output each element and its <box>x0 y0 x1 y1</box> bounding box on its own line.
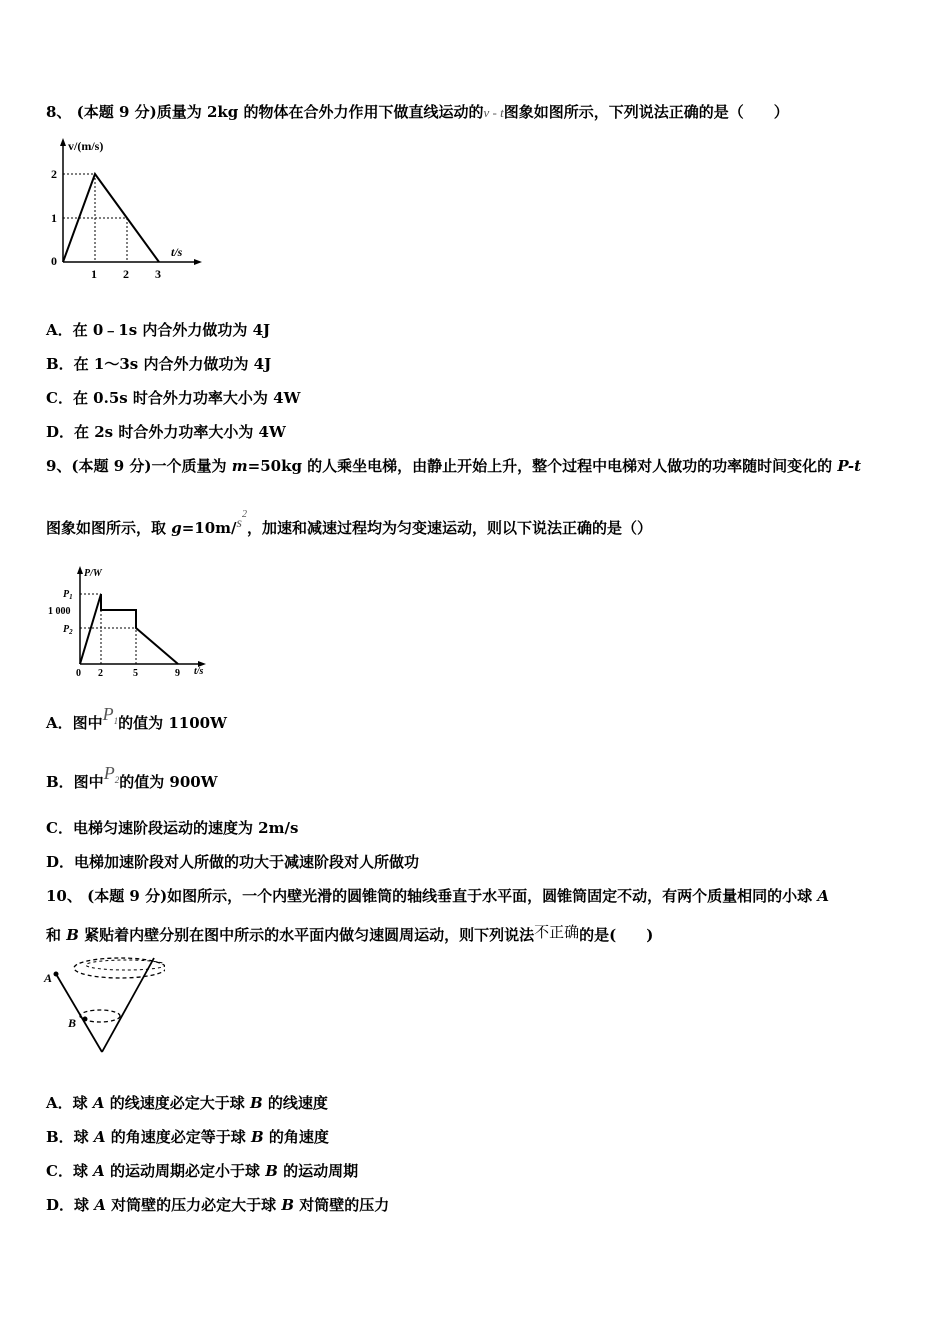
q8-stem-text: 8、 (本题 9 分)质量为 2kg 的物体在合外力作用下做直线运动的 <box>46 103 484 121</box>
q10-opt-c-A: A <box>93 1162 105 1180</box>
q9-text-c: 图象如图所示，取 <box>46 519 172 537</box>
pt-p2-letter: P <box>63 624 70 635</box>
pt-xtick-9: 9 <box>175 668 180 679</box>
vt-ylabel: v/(m/s) <box>68 139 104 153</box>
cone-figure <box>40 952 165 1060</box>
q10-stem-line2 <box>46 925 653 945</box>
q10-not-correct: 不正确 <box>534 923 580 941</box>
q10-opt-b-1: B．球 <box>46 1128 94 1146</box>
q8-option-b[interactable]: B．在 1～3s 内合外力做功为 4J <box>46 355 272 373</box>
q9-opt-b-p: P <box>103 763 115 783</box>
q9-text-a: 9、(本题 9 分)一个质量为 <box>46 457 232 475</box>
q10-opt-a-2: 的线速度必定大于球 <box>104 1094 250 1112</box>
vt-x-arrow <box>194 259 202 265</box>
pt-y-arrow <box>77 566 83 574</box>
cone-label-b: B <box>68 1016 77 1030</box>
q10-opt-d-A: A <box>94 1196 106 1214</box>
q9-g-symbol: g <box>171 519 182 537</box>
q9-pt-symbol: P-t <box>837 457 862 475</box>
q10-opt-d-1: D．球 <box>46 1196 95 1214</box>
pt-xtick-0: 0 <box>76 668 81 679</box>
q9-opt-a-text: A．图中 <box>46 714 103 732</box>
pt-p2-sub: 2 <box>69 628 73 636</box>
q10-text-c: 紧贴着内壁分别在图中所示的水平面内做匀速圆周运动，则下列说法 <box>78 926 535 944</box>
q10-ball-a: A <box>817 887 830 905</box>
q10-opt-c-2: 的运动周期必定小于球 <box>104 1162 266 1180</box>
pt-p1-label <box>63 589 73 601</box>
q10-opt-d-3: 对筒壁的压力 <box>294 1196 390 1214</box>
q9-m-symbol: m <box>231 457 248 475</box>
q9-option-b[interactable] <box>46 763 218 794</box>
q10-option-b[interactable] <box>46 1127 329 1147</box>
q10-opt-c-B: B <box>265 1162 278 1180</box>
cone-left-wall <box>56 974 102 1052</box>
ball-a <box>54 972 59 977</box>
vt-y-arrow <box>60 138 66 146</box>
pt-p1-letter: P <box>63 589 70 600</box>
q10-stem-line1 <box>46 886 829 906</box>
q9-text-b: =50kg 的人乘坐电梯，由静止开始上升，整个过程中电梯对人做功的功率随时间变化的 <box>247 457 838 475</box>
vt-xlabel: t/s <box>171 245 183 259</box>
pt-level-label: 1 000 <box>48 606 71 617</box>
vt-ytick-1: 1 <box>51 211 57 225</box>
q10-opt-a-3: 的线速度 <box>262 1094 328 1112</box>
q10-option-a[interactable] <box>46 1093 328 1113</box>
ball-b <box>83 1017 88 1022</box>
q10-text-a: 10、 (本题 9 分)如图所示，一个内壁光滑的圆锥筒的轴线垂直于水平面，圆锥筒固定不动，有两个质量相同的小球 <box>46 887 818 905</box>
cone-label-a: A <box>44 971 53 985</box>
q9-option-c[interactable]: C．电梯匀速阶段运动的速度为 2m/s <box>46 819 299 837</box>
q10-opt-a-A: A <box>92 1094 105 1112</box>
pt-graph <box>46 562 216 684</box>
q10-opt-b-3: 的角速度 <box>263 1128 329 1146</box>
q9-option-a[interactable] <box>46 704 227 735</box>
cone-right-wall <box>102 958 154 1052</box>
pt-ylabel: P/W <box>84 568 102 579</box>
vt-xtick-1: 1 <box>91 267 97 281</box>
pt-series-line <box>80 594 178 664</box>
vt-xtick-3: 3 <box>155 267 161 281</box>
q8-option-d[interactable]: D．在 2s 时合外力功率大小为 4W <box>46 423 286 441</box>
q10-option-d[interactable] <box>46 1195 389 1215</box>
q9-option-d[interactable]: D．电梯加速阶段对人所做的功大于减速阶段对人所做功 <box>46 853 420 871</box>
pt-xlabel: t/s <box>194 666 204 677</box>
q9-opt-a-p: P <box>102 704 114 724</box>
q9-opt-a-value: 的值为 1100W <box>118 714 227 732</box>
q9-opt-b-sub: 2 <box>114 775 120 785</box>
q10-opt-b-2: 的角速度必定等于球 <box>105 1128 251 1146</box>
pt-xtick-5: 5 <box>133 668 138 679</box>
vt-ytick-0: 0 <box>51 254 57 268</box>
pt-p1-sub: 1 <box>69 593 73 601</box>
q10-text-b: 和 <box>46 926 67 944</box>
q8-stem-text-end: 图象如图所示，下列说法正确的是（ ） <box>503 103 789 121</box>
q9-exp-2: 2 <box>241 509 247 520</box>
vt-graph <box>46 134 206 284</box>
q8-stem <box>46 102 789 123</box>
q9-opt-b-value: 的值为 900W <box>119 773 218 791</box>
q10-opt-d-2: 对筒壁的压力必定大于球 <box>105 1196 282 1214</box>
q10-opt-c-3: 的运动周期 <box>277 1162 359 1180</box>
q10-opt-b-A: A <box>93 1128 106 1146</box>
q9-s-symbol: s <box>236 516 242 531</box>
q8-vt-symbol: v - t <box>483 105 504 120</box>
q10-ball-b: B <box>66 926 79 944</box>
pt-p2-label <box>63 624 73 636</box>
vt-ytick-2: 2 <box>51 167 57 181</box>
q8-option-a[interactable]: A．在 0﹣1s 内合外力做功为 4J <box>46 321 271 339</box>
q10-option-c[interactable] <box>46 1161 358 1181</box>
q10-opt-a-B: B <box>249 1094 263 1112</box>
q9-stem-line2 <box>46 509 652 541</box>
q9-text-d: =10m/ <box>181 519 237 537</box>
q10-opt-c-1: C．球 <box>46 1162 94 1180</box>
q10-opt-a-1: A．球 <box>46 1094 93 1112</box>
q8-option-c[interactable]: C．在 0.5s 时合外力功率大小为 4W <box>46 389 301 407</box>
q9-stem-line1 <box>46 456 861 476</box>
q9-opt-b-text: B．图中 <box>46 773 104 791</box>
q10-opt-b-B: B <box>251 1128 264 1146</box>
cone-inner-top <box>86 960 165 970</box>
q9-text-e: ，加速和减速过程均为匀变速运动，则以下说法正确的是（） <box>246 519 652 537</box>
q10-text-d: 的是( ) <box>579 926 654 944</box>
q9-opt-a-sub: 1 <box>113 716 119 726</box>
q10-opt-d-B: B <box>281 1196 295 1214</box>
vt-xtick-2: 2 <box>123 267 129 281</box>
pt-xtick-2: 2 <box>98 668 103 679</box>
